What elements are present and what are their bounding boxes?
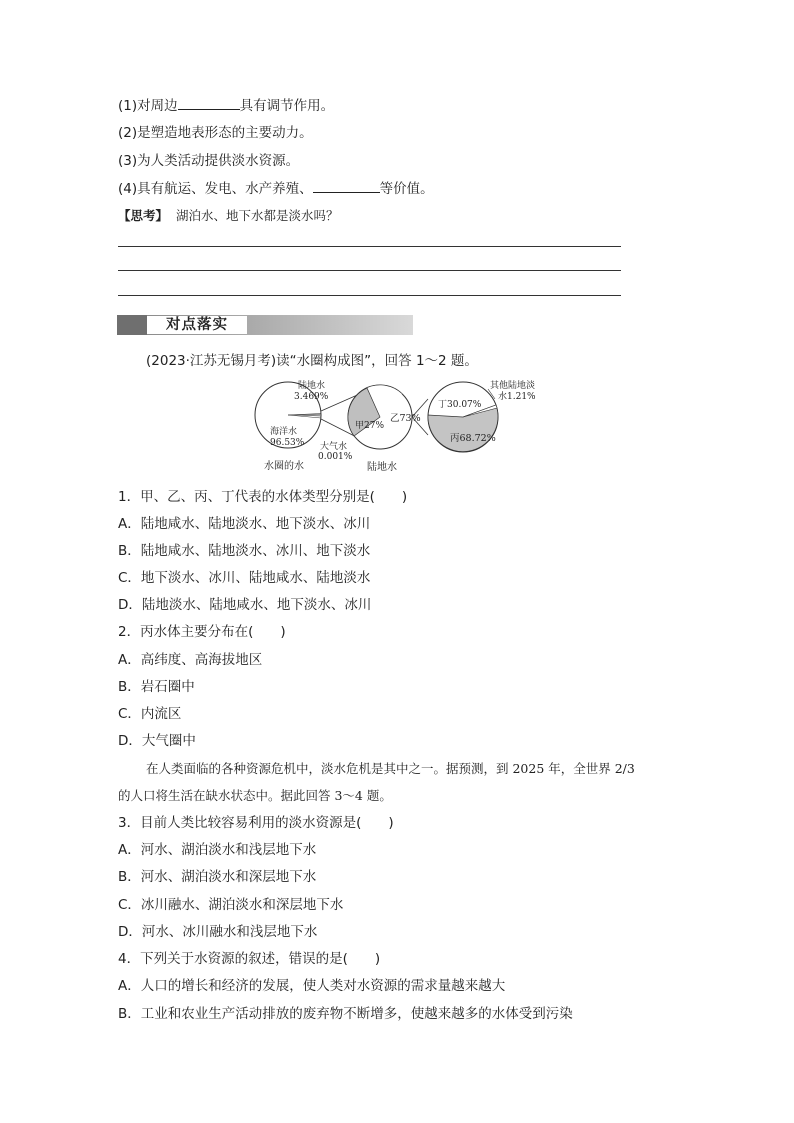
intro-line-1 xyxy=(118,96,334,115)
bing-label: 丙68.72% xyxy=(450,433,496,444)
yi-label: 乙73% xyxy=(390,413,421,424)
question-1-option-c[interactable]: C．地下淡水、冰川、陆地咸水、陆地淡水 xyxy=(118,570,371,586)
question-3-option-c[interactable]: C．冰川融水、湖泊淡水和深层地下水 xyxy=(118,897,344,913)
hydrosphere-caption: 水圈的水 xyxy=(264,461,304,472)
ding-label: 丁30.07% xyxy=(438,400,482,410)
question-3-option-d[interactable]: D．河水、冰川融水和浅层地下水 xyxy=(118,924,318,940)
question-2-option-a[interactable]: A．高纬度、高海拔地区 xyxy=(118,652,263,668)
answer-line-3[interactable] xyxy=(118,295,621,296)
question-4-stem: 4．下列关于水资源的叙述，错误的是( ) xyxy=(118,951,381,967)
context-2-line-1: 在人类面临的各种资源危机中，淡水危机是其中之一。据预测，到 2025 年，全世界 2/3 xyxy=(146,761,635,776)
question-1-option-a[interactable]: A．陆地咸水、陆地淡水、地下淡水、冰川 xyxy=(118,516,371,532)
think-prompt xyxy=(118,207,339,225)
question-2-option-c[interactable]: C．内流区 xyxy=(118,706,182,722)
question-3-stem: 3．目前人类比较容易利用的淡水资源是( ) xyxy=(118,815,394,831)
hydrosphere-figure xyxy=(250,377,536,477)
atmos-label: 大气水 xyxy=(320,442,348,452)
fill-blank-1[interactable] xyxy=(178,96,240,110)
question-1-option-d[interactable]: D．陆地淡水、陆地咸水、地下淡水、冰川 xyxy=(118,597,372,613)
question-2-stem: 2．丙水体主要分布在( ) xyxy=(118,624,286,640)
answer-line-1[interactable] xyxy=(118,246,621,247)
question-2-option-d[interactable]: D．大气圈中 xyxy=(118,733,196,749)
question-3-option-b[interactable]: B．河水、湖泊淡水和深层地下水 xyxy=(118,869,317,885)
intro-line-3: (3)为人类活动提供淡水资源。 xyxy=(118,153,300,169)
ocean-pct: 96.53% xyxy=(270,438,305,448)
ocean-label: 海洋水 xyxy=(270,427,298,437)
question-3-option-a[interactable]: A．河水、湖泊淡水和浅层地下水 xyxy=(118,842,317,858)
intro-line-4 xyxy=(118,179,434,198)
answer-line-2[interactable] xyxy=(118,270,621,271)
fill-blank-2[interactable] xyxy=(313,179,380,193)
question-4-option-b[interactable]: B．工业和农业生产活动排放的废弃物不断增多，使越来越多的水体受到污染 xyxy=(118,1006,573,1022)
intro-line-1-start: (1)对周边 xyxy=(118,98,178,114)
land-water-caption: 陆地水 xyxy=(367,462,397,473)
context-2-line-2: 的人口将生活在缺水状态中。据此回答 3～4 题。 xyxy=(118,788,392,803)
section-title: 对点落实 xyxy=(147,316,247,334)
other-fresh-label-2: 水1.21% xyxy=(498,392,536,402)
think-label: 【思考】 xyxy=(118,208,169,223)
context-1: (2023·江苏无锡月考)读“水圈构成图”，回答 1～2 题。 xyxy=(146,353,478,369)
question-1-option-b[interactable]: B．陆地咸水、陆地淡水、冰川、地下淡水 xyxy=(118,543,371,559)
land-water-pct: 3.469% xyxy=(294,392,329,402)
intro-line-1-end: 具有调节作用。 xyxy=(239,98,335,114)
intro-line-4-end: 等价值。 xyxy=(379,181,434,197)
atmos-pct: 0.001% xyxy=(318,452,353,462)
jia-label: 甲27% xyxy=(355,421,385,431)
question-1-stem: 1．甲、乙、丙、丁代表的水体类型分别是( ) xyxy=(118,489,408,505)
land-water-label: 陆地水 xyxy=(298,381,326,391)
intro-line-4-start: (4)具有航运、发电、水产养殖、 xyxy=(118,181,313,197)
think-question: 湖泊水、地下水都是淡水吗？ xyxy=(176,208,339,223)
question-4-option-a[interactable]: A．人口的增长和经济的发展，使人类对水资源的需求量越来越大 xyxy=(118,978,506,994)
other-fresh-label-1: 其他陆地淡 xyxy=(490,381,536,391)
intro-line-2: (2)是塑造地表形态的主要动力。 xyxy=(118,125,313,141)
question-2-option-b[interactable]: B．岩石圈中 xyxy=(118,679,195,695)
